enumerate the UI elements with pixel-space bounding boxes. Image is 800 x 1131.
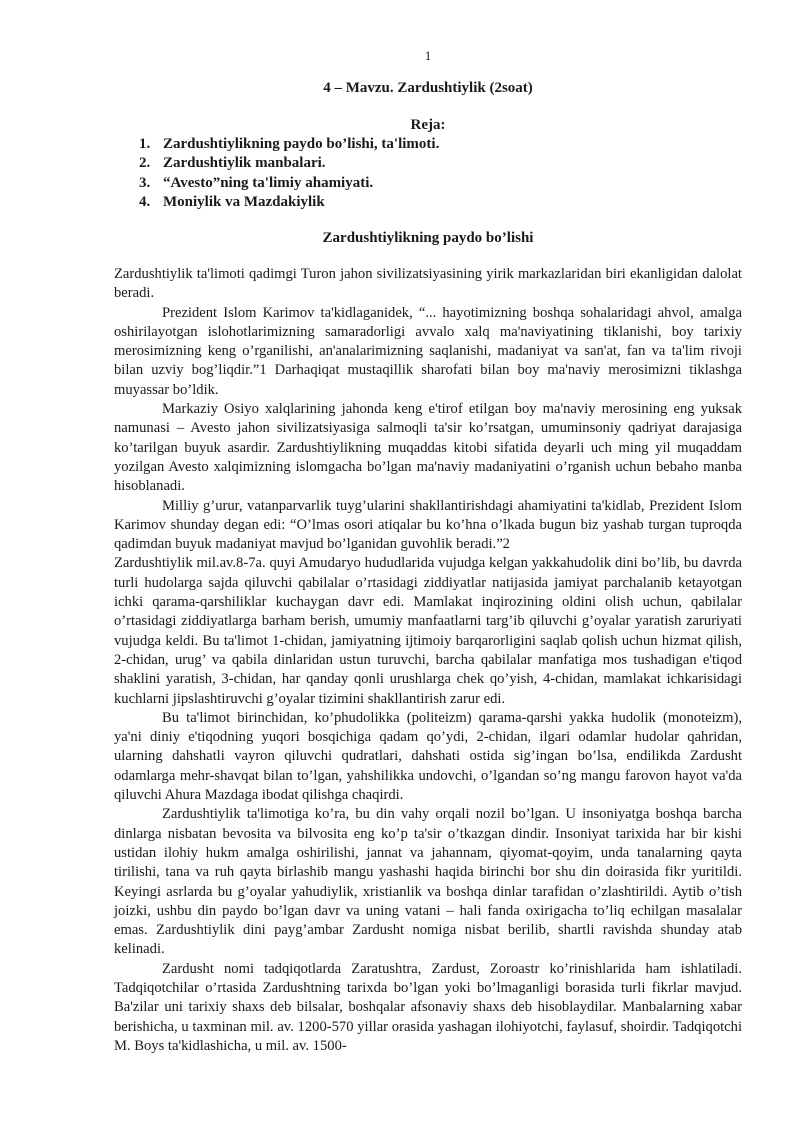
plan-item [139, 154, 439, 173]
paragraph: Markaziy Osiyo xalqlarining jahonda keng e'tirof etilgan boy ma'naviy merosining eng yuksak namunasi – Avesto jahon sivilizatsiyasiga salmoqli ta'sir ko’rsatgan, umuminsoniy qadriyat darajasiga ko’tarilgan buyuk asardir. Zardushtiylikning muqaddas kitobi sifatida deyarli uch ming yil muqaddam yozilgan Avesto xalqimizning islomgacha bo’lgan ma'naviy madaniyatini o’rganish uchun bebaho manba hisoblanadi. [114, 401, 742, 495]
plan-item-text: Zardushtiylik manbalari. [163, 155, 326, 172]
topic-title: 4 – Mavzu. Zardushtiylik (2soat) [323, 80, 533, 96]
plan-title: Reja: [410, 117, 446, 133]
section-title: Zardushtiylikning paydo bo’lishi [322, 230, 534, 246]
plan-item-number: 1. [139, 136, 151, 152]
paragraph: Zardusht nomi tadqiqotlarda Zaratushtra, Zardust, Zoroastr ko’rinishlarida ham ishlatiladi. Tadqiqotchilar o’rtasida Zardushtning tarixda bo’lgan yoki bo’lmaganligi borasida turli fikrlar mavjud. Ba'zilar uni tarixiy shaxs deb bilsalar, boshqalar afsonaviy shaxs deb hisoblaydilar. Manbalarning xabar berishicha, u taxminan mil. av. 1200-570 yillar orasida yashagan ilohiyotchi, faylasuf, shoirdir. Tadqiqotchi M. Boys ta'kidlashicha, u mil. av. 1500- [114, 960, 742, 1054]
paragraph: Zardushtiylik ta'limotiga ko’ra, bu din vahy orqali nozil bo’lgan. U insoniyatga boshqa barcha dinlarga nisbatan bevosita va bilvosita eng ko’p ta'sir o’tkazgan dindir. Insoniyat tarixida har bir kishi ustidan ilohiy hukm amalga oshirilishi, jannat va jahannam, qiyomat-qoyim, unda tanalarning qayta tirilishi, tana va ruh qayta birlashib mangu yashashi haqida birinchi bor shu din doirasida fikr yuritildi. Keyingi asrlarda bu g’oyalar yahudiylik, xristianlik va boshqa dinlar tarafidan o’zlashtirildi. Aytib o’tish joizki, ushbu din paydo bo’lgan davr va uning vatani – hali fanda oxirigacha to’liq echilgan masalalar emas. Zardushtiylik dini payg’ambar Zardusht nomiga nisbat berilib, shartli ravishda shunday atab kelinadi. [114, 806, 742, 958]
paragraph: Zardushtiylik ta'limoti qadimgi Turon jahon sivilizatsiyasining yirik markazlaridan biri ekanligidan dalolat beradi. [114, 266, 742, 302]
plan-item [139, 135, 439, 154]
plan-item [139, 193, 439, 212]
plan-list [139, 135, 439, 212]
plan-item-number: 3. [139, 174, 151, 191]
paragraph: Milliy g’urur, vatanparvarlik tuyg’ularini shakllantirishdagi ahamiyatini ta'kidlab, Prezident Islom Karimov shunday degan edi: “O’lmas osori atiqalar bu ko’hna o’lkada bugun biz yashab turgan tuproqda qadimdan buyuk madaniyat mavjud bo’lganidan guvohlik beradi.”2 [114, 497, 742, 553]
page-number: 1 [424, 48, 432, 63]
paragraph: Bu ta'limot birinchidan, ko’phudolikka (politeizm) qarama-qarshi yakka hudolik (monoteizm), ya'ni diniy e'tiqodning yuqori bosqichiga qadam qo’ydi, 2-chidan, ilgari odamlar hudolar qahridan, ularning dahshatli vayron qiluvchi qudratlari, dahshati ostida sig’ingan bo’lsa, endilikda Zardusht odamlarga mehr-shavqat bilan to’lgan, yahshilikka undovchi, o’lgandan so’ng mangu farovon hayot va'da qiluvchi Ahura Mazdaga ibodat qilishga chaqirdi. [114, 709, 742, 804]
plan-item [139, 174, 439, 193]
plan-item-number: 2. [139, 155, 151, 172]
paragraph: Zardushtiylik mil.av.8-7a. quyi Amudaryo hududlarida vujudga kelgan yakkahudolik dini bo’lib, bu davrda turli hudolarga sajda qiluvchi qabilalar o’rtasidagi ziddiyatlar natijasida jamiyat parchalanib ketayotgan ichki qarama-qarshiliklar kuchaygan davr edi. Mamlakat inqirozining oldini olish uchun, qabilalar o’rtasidagi ziddiyatlarga barham berish, umumiy manfaatlarni targ’ib qiluvchi g’oyalar yaratish zaruriyati vujudga keldi. Bu ta'limot 1-chidan, jamiyatning ijtimoiy barqarorligini saqlab qolish uchun hizmat qilish, 2-chidan, urug’ va qabila dinlaridan ustun turuvchi, barcha qabilalar manfatiga mos tushadigan e'tiqod shaklini yaratish, 3-chidan, har qanday qonli urushlarga chek qo’yish, 4-chidan, mamlakat ichkarisidagi kuchlarni jipslashtiruvchi g’oyalar tizimini shakllantirish zarur edi. [114, 555, 742, 707]
body-text [114, 265, 742, 1056]
plan-item-number: 4. [139, 193, 151, 210]
plan-item-text: “Avesto”ning ta'limiy ahamiyati. [163, 174, 374, 191]
plan-item-text: Moniylik va Mazdakiylik [163, 193, 325, 210]
paragraph: Prezident Islom Karimov ta'kidlaganidek, “... hayotimizning boshqa sohalaridagi ahvol, amalga oshirilayotgan islohotlarimizning samaradorligi avvalo xalq ma'naviyatining tiklanishi, boy tarixiy merosimizning keng o’rganilishi, an'analarimizning saqlanishi, madaniyat va san'at, fan va ta'lim rivoji bilan uzviy bog’liqdir.”1 Darhaqiqat mustaqillik sharofati bilan boy ma'naviy merosimizni tiklashga muyassar bo’ldik. [114, 304, 742, 398]
plan-item-text: Zardushtiylikning paydo bo’lishi, ta'limoti. [163, 136, 440, 152]
